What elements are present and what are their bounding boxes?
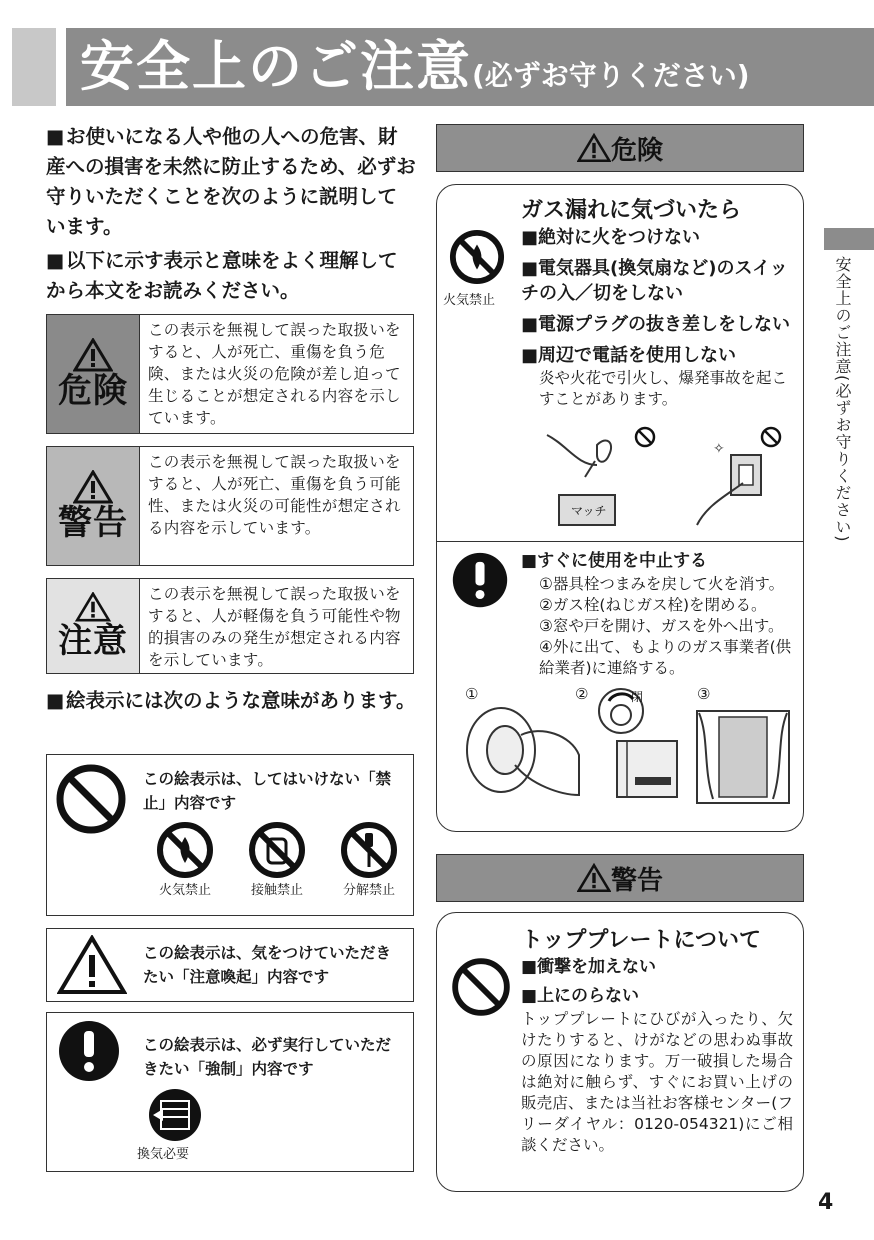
intro-paragraph-1: ■お使いになる人や他の人への危害、財産への損害を未然に防止するため、必ずお守りいただくことを次のように説明しています。: [46, 125, 416, 238]
warning-items: [521, 955, 793, 1156]
mandatory-symbol-text: この絵表示は、必ず実行していただきたい「強制」内容です: [143, 1036, 392, 1078]
stop-use-title: ■すぐに使用を中止する: [521, 551, 708, 571]
prohibit-symbol-box: [46, 754, 414, 916]
page-number: 4: [818, 1190, 834, 1215]
mandatory-example-caption: 換気必要: [137, 1147, 190, 1162]
warning-triangle-icon: [577, 133, 611, 163]
intro-text-1: お使いになる人や他の人への危害、財産への損害を未然に防止するため、必ずお守りいただくことを次のように説明しています。: [46, 125, 416, 238]
danger-bar-label: 危険: [610, 135, 663, 166]
level-warning-badge: [47, 447, 140, 565]
prohibit-examples: [147, 821, 407, 898]
prohibit-symbol-text: この絵表示は、してはいけない「禁止」内容です: [143, 770, 392, 812]
danger-item-text: 周辺で電話を使用しない: [538, 345, 737, 366]
level-caution-word: 注意: [58, 621, 128, 661]
danger-item: ■周辺で電話を使用しない: [521, 345, 737, 366]
danger-panel: [436, 184, 804, 832]
danger-item-text: 電源プラグの抜き差しをしない: [538, 314, 791, 335]
stop-use-section: [521, 549, 797, 679]
warning-item-text: 衝撃を加えない: [537, 957, 657, 977]
example-no-fire: [147, 821, 223, 898]
prohibition-icon: [633, 425, 657, 449]
switch-illustration: [687, 435, 777, 535]
warning-text: トッププレートにひびが入ったり、欠けたりすると、けがなどの思わぬ事故の原因になります。万一破損した場合は絶対に触らず、すぐにお買い上げの販売店、または当社お客様センター(フリーダイヤル：0120-054321)にご相談ください。: [521, 1010, 793, 1154]
warning-item: ■上にのらない: [521, 986, 640, 1006]
mandatory-action-icon: [451, 551, 509, 609]
caution-symbol-text: この絵表示は、気をつけていただきたい「注意喚起」内容です: [143, 944, 392, 986]
danger-item-text: 絶対に火をつけない: [538, 227, 701, 248]
warning-item-text: 上にのらない: [537, 986, 640, 1006]
mandatory-symbol-box: [46, 1012, 414, 1172]
danger-item: ■電気器具(換気扇など)のスイッチの入／切をしない: [521, 258, 788, 304]
warning-panel: [436, 912, 804, 1192]
gas-valve-illustration: [587, 685, 687, 805]
knob-illustration: [461, 695, 581, 805]
prohibition-icon: [451, 957, 511, 1017]
level-danger: [46, 314, 414, 434]
level-caution: [46, 578, 414, 674]
header-tab: [12, 28, 56, 106]
danger-item: ■絶対に火をつけない: [521, 227, 701, 248]
page-title: [80, 30, 750, 113]
side-label: 安全上のご注意(必ずお守りください): [833, 256, 852, 543]
level-danger-badge: [47, 315, 140, 433]
no-disassembly-icon: [340, 821, 398, 879]
level-warning-word: 警告: [58, 503, 128, 543]
example-no-disassembly: [331, 821, 407, 898]
warning-triangle-icon: [73, 338, 113, 372]
intro-paragraph-2: ■以下に示す表示と意味をよく理解してから本文をお読みください。: [46, 249, 398, 302]
warning-triangle-icon: [75, 592, 111, 622]
matches-label: マッチ: [571, 504, 607, 518]
danger-item: ■電源プラグの抜き差しをしない: [521, 314, 791, 335]
stop-step: ②ガス栓(ねじガス栓)を閉める。: [539, 596, 767, 614]
danger-items: [521, 225, 793, 410]
example-caption: 火気禁止: [158, 883, 211, 898]
figure-label: ③: [697, 685, 711, 703]
example-caption: 分解禁止: [342, 883, 395, 898]
page-subtitle: (必ずお守りください): [472, 59, 750, 92]
level-warning-text: この表示を無視して誤った取扱いをすると、人が死亡、重傷を負う可能性、または火災の可能性が想定される内容を示しています。: [148, 453, 401, 537]
level-warning: [46, 446, 414, 566]
prohibition-icon: [759, 425, 783, 449]
page-title-text: 安全上のご注意: [80, 35, 472, 98]
level-caution-badge: [47, 579, 140, 673]
no-fire-caption: 火気禁止: [443, 293, 496, 308]
warning-triangle-icon: [57, 935, 127, 995]
level-danger-word: 危険: [58, 371, 128, 411]
level-danger-text: この表示を無視して誤った取扱いをすると、人が死亡、重傷を負う危険、または火災の危険が差し迫って生じることが想定される内容を示しています。: [148, 321, 401, 427]
danger-item-text: 電気器具(換気扇など)のスイッチの入／切をしない: [521, 258, 788, 304]
figure-label: ②: [575, 685, 589, 703]
stop-step: ③窓や戸を開け、ガスを外へ出す。: [539, 617, 784, 635]
stop-step: ①器具栓つまみを戻して火を消す。: [539, 575, 785, 593]
no-fire-icon: [449, 229, 505, 285]
figure-label: ①: [465, 685, 479, 703]
mandatory-action-icon: [57, 1019, 121, 1083]
no-touch-icon: [248, 821, 306, 879]
danger-divider: [437, 541, 803, 542]
prohibition-icon: [55, 763, 127, 835]
symbols-heading: ■絵表示には次のような意味があります。: [46, 689, 416, 712]
example-caption: 接触禁止: [250, 883, 303, 898]
window-illustration: [693, 707, 793, 807]
warning-bar: [436, 854, 804, 902]
intro-text-2: 以下に示す表示と意味をよく理解してから本文をお読みください。: [46, 249, 398, 302]
danger-note: 炎や火花で引火し、爆発事故を起こすことがあります。: [539, 369, 788, 408]
side-tab: [824, 228, 874, 250]
level-caution-text: この表示を無視して誤った取扱いをすると、人が軽傷を負う可能性や物的損害のみの発生が想定される内容を示しています。: [148, 585, 401, 669]
topplate-title: トッププレートについて: [521, 928, 762, 953]
close-label: 閉: [631, 690, 644, 704]
svg-text:✧: ✧: [713, 441, 725, 457]
gas-leak-title: ガス漏れに気づいたら: [521, 198, 742, 223]
warning-item: ■衝撃を加えない: [521, 957, 657, 977]
warning-triangle-icon: [73, 470, 113, 504]
warning-bar-label: 警告: [610, 865, 663, 896]
warning-triangle-icon: [577, 863, 611, 893]
no-fire-icon: [156, 821, 214, 879]
danger-bar: [436, 124, 804, 172]
caution-symbol-box: [46, 928, 414, 1002]
ventilation-icon: [147, 1087, 203, 1143]
symbols-heading-text: 絵表示には次のような意味があります。: [66, 689, 416, 712]
example-no-touch: [239, 821, 315, 898]
stop-use-title-text: すぐに使用を中止する: [537, 551, 708, 571]
stop-step: ④外に出て、もよりのガス事業者(供給業者)に連絡する。: [539, 638, 792, 677]
